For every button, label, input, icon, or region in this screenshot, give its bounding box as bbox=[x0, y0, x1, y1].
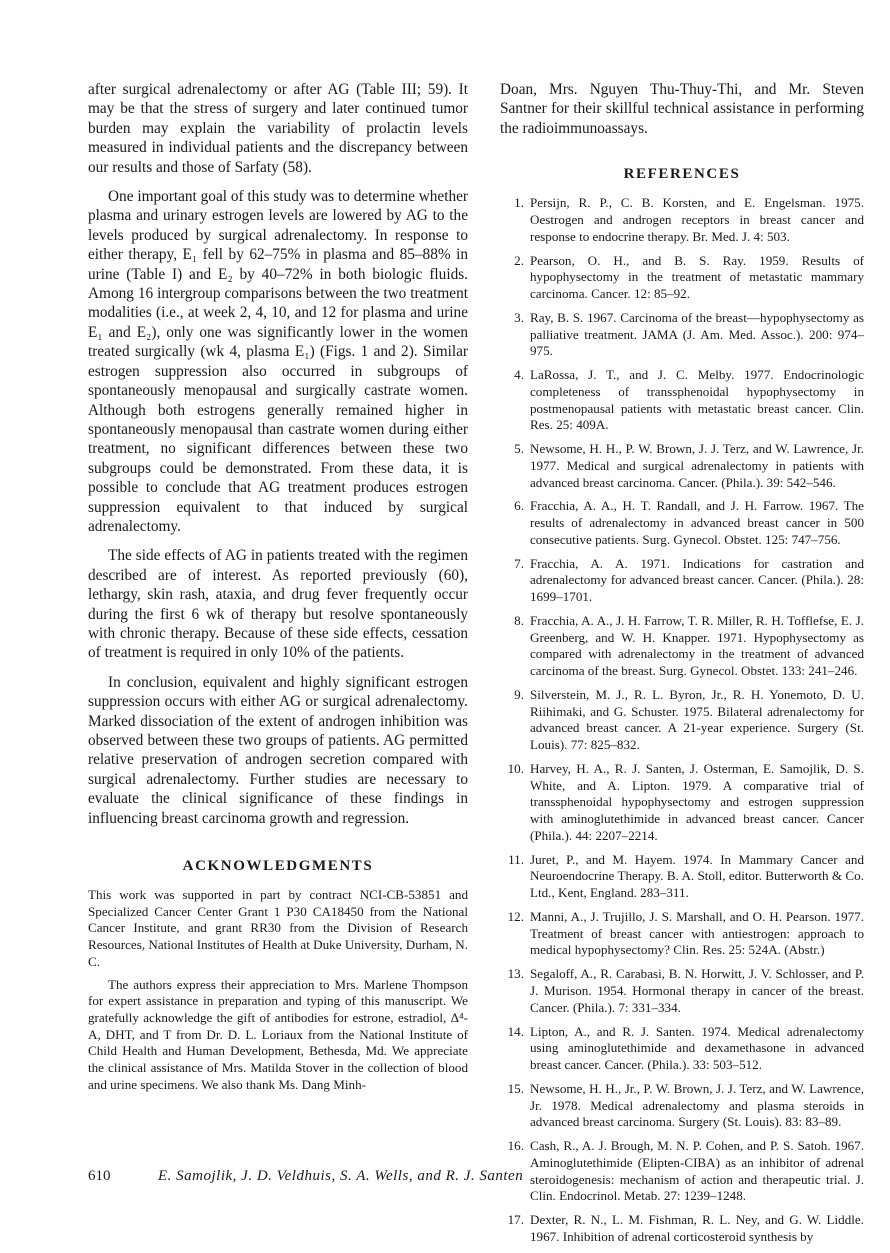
reference-item bbox=[500, 1024, 864, 1074]
reference-number: 2. bbox=[514, 252, 524, 268]
reference-number: 8. bbox=[514, 613, 524, 628]
reference-item bbox=[500, 253, 864, 303]
reference-number: 3. bbox=[514, 309, 524, 325]
reference-number: 10. bbox=[507, 761, 524, 776]
body-paragraph: The side effects of AG in patients treated with the regimen described are of interest. As reported previously (60), lethargy, skin rash, ataxia, and drug fever frequently occur during the first 6 wk of therapy but resolve spontaneously with chronic therapy. Because of these side effects, cessation of treatment is required in only 10% of the patients. bbox=[88, 547, 468, 662]
reference-list bbox=[500, 195, 864, 1245]
reference-number: 9. bbox=[514, 687, 524, 702]
reference-number: 17. bbox=[507, 1212, 524, 1228]
reference-item bbox=[500, 613, 864, 680]
reference-item bbox=[500, 310, 864, 360]
acknowledgment-paragraph: This work was supported in part by contract NCI-CB-53851 and Specialized Cancer Center Grant 1 P30 CA18450 from the National Cancer Institute, and grant RR30 from the Division of Research Resources, National Institutes of Health at Duke University, Durham, N. C. bbox=[88, 887, 468, 969]
reference-text: Newsome, H. H., Jr., P. W. Brown, J. J. Terz, and W. Lawrence, Jr. 1978. Medical adrenalectomy and plasma steroids in advanced breast carcinoma. Surgery (St. Louis). 83: 83–89. bbox=[530, 1080, 864, 1130]
reference-item bbox=[500, 556, 864, 606]
reference-item bbox=[500, 498, 864, 548]
acknowledgment-paragraph: The authors express their appreciation to Mrs. Marlene Thompson for expert assistance in preparation and typing of this manuscript. We gratefully acknowledge the gift of antibodies for estrone, estradiol, Δ⁴-A, DHT, and T from Dr. D. L. Loriaux from the National Institute of Child Health and Human Development, Bethesda, Md. We appreciate the clinical assistance of Mrs. Matilda Stover in the collection of blood and urine specimens. We also thank Ms. Dang Minh- bbox=[88, 976, 468, 1092]
reference-text: Ray, B. S. 1967. Carcinoma of the breast—hypophysectomy as palliative treatment. JAMA (J. Am. Med. Assoc.). 200: 974–975. bbox=[530, 309, 864, 359]
body-paragraph: In conclusion, equivalent and highly significant estrogen suppression occurs with either AG or surgical adrenalectomy. Marked dissociation of the extent of androgen inhibition was observed between these two groups of patients. AG permitted relative preservation of androgen secretion compared with surgical adrenalectomy. Further studies are necessary to evaluate the clinical significance of these findings in influencing breast carcinoma growth and regression. bbox=[88, 673, 468, 827]
reference-number: 11. bbox=[508, 851, 524, 867]
reference-text: Fracchia, A. A., H. T. Randall, and J. H. Farrow. 1967. The results of adrenalectomy in advanced breast cancer in 500 consecutive patients. Surg. Gynecol. Obstet. 125: 747–756. bbox=[530, 498, 864, 547]
reference-item bbox=[500, 367, 864, 434]
acknowledgment-continuation: Doan, Mrs. Nguyen Thu-Thuy-Thi, and Mr. Steven Santner for their skillful technical assistance in performing the radioimmunoassays. bbox=[500, 81, 864, 137]
body-paragraph: after surgical adrenalectomy or after AG (Table III; 59). It may be that the stress of surgery and later continued tumor burden may explain the variability of prolactin levels measured in individual patients and the discrepancy between our results and those of Sarfaty (58). bbox=[88, 81, 468, 176]
reference-item bbox=[500, 1138, 864, 1205]
right-column bbox=[500, 80, 864, 1253]
reference-item bbox=[500, 441, 864, 491]
page-number: 610 bbox=[88, 1168, 111, 1184]
reference-number: 14. bbox=[507, 1023, 524, 1039]
reference-text: Newsome, H. H., P. W. Brown, J. J. Terz, and W. Lawrence, Jr. 1977. Medical and surgical adrenalectomy in patients with advanced breast carcinoma. Cancer. (Phila.). 39: 542–546. bbox=[530, 441, 864, 490]
reference-number: 1. bbox=[514, 195, 524, 211]
left-column bbox=[88, 80, 468, 1093]
references-heading: REFERENCES bbox=[623, 166, 741, 183]
reference-number: 15. bbox=[507, 1080, 524, 1096]
reference-text: LaRossa, J. T., and J. C. Melby. 1977. Endocrinologic completeness of transsphenoidal hypophysectomy in postmenopausal patients with metastatic breast cancer. Clin. Res. 25: 409A. bbox=[530, 367, 864, 433]
reference-item bbox=[500, 195, 864, 245]
reference-text: Fracchia, A. A., J. H. Farrow, T. R. Miller, R. H. Tofflefse, E. J. Greenberg, and W. H. Knapper. 1971. Hypophysectomy as compared with adrenalectomy in the treatment of advanced carcinoma of the breast. Surg. Gynecol. Obstet. 133: 241–246. bbox=[530, 613, 864, 679]
reference-text: Lipton, A., and R. J. Santen. 1974. Medical adrenalectomy using aminoglutethimide and dexamethasone in advanced breast cancer. Cancer. (Phila.). 33: 503–512. bbox=[530, 1023, 864, 1072]
reference-text: Persijn, R. P., C. B. Korsten, and E. Engelsman. 1975. Oestrogen and androgen receptors in breast cancer and response to endocrine therapy. Br. Med. J. 4: 503. bbox=[530, 195, 864, 244]
reference-text: Fracchia, A. A. 1971. Indications for castration and adrenalectomy for advanced breast cancer. Cancer. (Phila.). 28: 1699–1701. bbox=[530, 555, 864, 605]
reference-item bbox=[500, 852, 864, 902]
reference-text: Silverstein, M. J., R. L. Byron, Jr., R. H. Yonemoto, D. U. Riihimaki, and G. Schuster. 1975. Bilateral adrenalectomy for advanced breast cancer. A 21-year experience. Surgery (St. Louis). 77: 825–832. bbox=[530, 687, 864, 753]
acknowledgments-heading: ACKNOWLEDGMENTS bbox=[182, 858, 374, 875]
reference-item bbox=[500, 966, 864, 1016]
reference-item bbox=[500, 687, 864, 754]
reference-text: Harvey, H. A., R. J. Santen, J. Osterman, E. Samojlik, D. S. White, and A. Lipton. 1979. A comparative trial of transsphenoidal hypophysectomy and estrogen suppression with aminoglutethimide in advanced breast cancer. Cancer (Phila.). 44: 2207–2214. bbox=[530, 761, 864, 843]
reference-text: Pearson, O. H., and B. S. Ray. 1959. Results of hypophysectomy in the treatment of metastatic mammary carcinoma. Cancer. 12: 85–92. bbox=[530, 252, 864, 301]
reference-text: Dexter, R. N., L. M. Fishman, R. L. Ney, and G. W. Liddle. 1967. Inhibition of adrenal corticosteroid synthesis by bbox=[530, 1212, 864, 1244]
reference-number: 13. bbox=[507, 966, 524, 982]
reference-item bbox=[500, 1212, 864, 1245]
reference-number: 4. bbox=[514, 367, 524, 383]
reference-number: 16. bbox=[507, 1138, 524, 1154]
reference-text: Cash, R., A. J. Brough, M. N. P. Cohen, and P. S. Satoh. 1967. Aminoglutethimide (Elipten-CIBA) as an inhibitor of adrenal steroidogenesis: mechanism of action and therapeutic trial. J. Clin. Endocrinol. Metab. 27: 1239–1248. bbox=[530, 1138, 864, 1204]
reference-number: 7. bbox=[514, 555, 524, 571]
reference-text: Segaloff, A., R. Carabasi, B. N. Horwitt, J. V. Schlosser, and P. J. Murison. 1954. Hormonal therapy in cancer of the breast. Cancer. (Phila.). 7: 331–334. bbox=[530, 966, 864, 1015]
reference-item bbox=[500, 761, 864, 845]
running-authors: E. Samojlik, J. D. Veldhuis, S. A. Wells, and R. J. Santen bbox=[158, 1168, 524, 1184]
reference-item bbox=[500, 909, 864, 959]
reference-text: Manni, A., J. Trujillo, J. S. Marshall, and O. H. Pearson. 1977. Treatment of breast cancer with antiestrogen: approach to medical hypophysectomy? Clin. Res. 25: 524A. (Abstr.) bbox=[530, 909, 864, 958]
reference-number: 6. bbox=[514, 498, 524, 514]
body-paragraph: One important goal of this study was to determine whether plasma and urinary estrogen levels are lowered by AG to the levels produced by surgical adrenalectomy. In response to either therapy, E₁ fell by 62–75% in plasma and 85–88% in urine (Table I) and E₂ by 40–72% in both biologic fluids. Among 16 intergroup comparisons between the two treatment modalities (i.e., at week 2, 4, 10, and 12 for plasma and urine E₁ and E₂), only one was significantly lower in the women treated surgically (wk 4, plasma E₁) (Figs. 1 and 2). Similar estrogen suppression also occurred in subgroups of spontaneously menopausal and surgically castrate women. Although both estrogens generally remained higher in spontaneously menopausal than castrate women during either treatment, no significant differences between these two subgroups could be demonstrated. From these data, it is possible to conclude that AG treatment produces estrogen suppression equivalent to that induced by surgical adrenalectomy. bbox=[88, 188, 468, 535]
reference-item bbox=[500, 1081, 864, 1131]
reference-number: 12. bbox=[507, 909, 524, 924]
reference-number: 5. bbox=[514, 441, 524, 457]
reference-text: Juret, P., and M. Hayem. 1974. In Mammary Cancer and Neuroendocrine Therapy. B. A. Stoll, editor. Butterworth & Co. Ltd., Kent, England. 283–311. bbox=[530, 851, 864, 901]
